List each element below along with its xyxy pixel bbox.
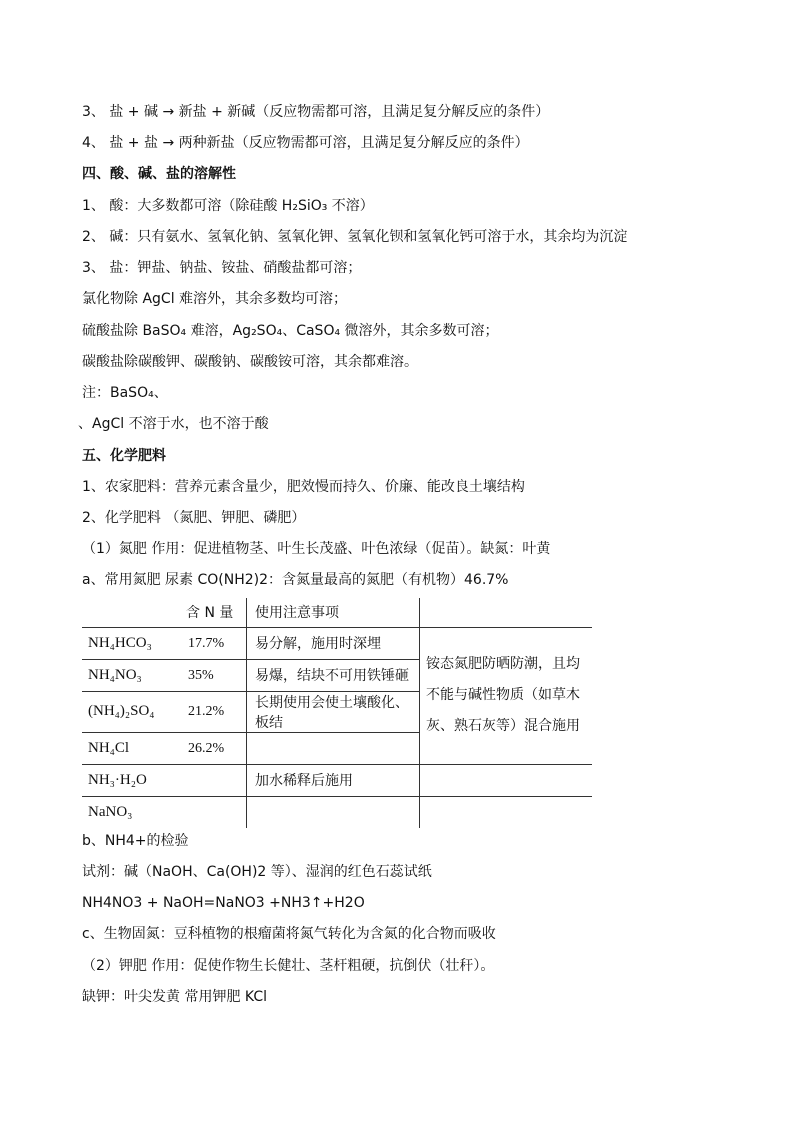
- merged-note: 铵态氮肥防晒防潮，且均不能与碱性物质（如草木灰、熟石灰等）混合施用: [420, 627, 593, 764]
- usage-note: [247, 796, 420, 828]
- usage-note: 长期使用会使土壤酸化、板结: [247, 691, 420, 732]
- text-line: b、NH4+的检验: [82, 833, 189, 849]
- nitrogen-fertilizer-table: [82, 598, 592, 828]
- text-line: （2）钾肥 作用：促使作物生长健壮、茎杆粗硬，抗倒伏（壮秆）。: [82, 958, 495, 974]
- text-line: 3、 盐 + 碱 → 新盐 + 新碱（反应物需都可溶，且满足复分解反应的条件）: [82, 104, 550, 120]
- n-content: 17.7%: [188, 635, 225, 651]
- text-line: 硫酸盐除 BaSO₄ 难溶，Ag₂SO₄、CaSO₄ 微溶外，其余多数可溶；: [82, 323, 499, 339]
- usage-note: 易分解，施用时深埋: [247, 627, 420, 659]
- text-line: 2、化学肥料 （氮肥、钾肥、磷肥）: [82, 510, 306, 526]
- fertilizer-name: NH₄Cl: [88, 739, 130, 756]
- usage-note: 加水稀释后施用: [247, 764, 420, 796]
- table-header-row: [82, 598, 592, 627]
- text-line: （1）氮肥 作用：促进植物茎、叶生长茂盛、叶色浓绿（促苗）。缺氮：叶黄: [82, 541, 551, 557]
- fertilizer-name: NaNO₃: [88, 803, 133, 820]
- text-line: c、生物固氮：豆科植物的根瘤菌将氮气转化为含氮的化合物而吸收: [82, 926, 496, 942]
- text-line: 、AgCl 不溶于水，也不溶于酸: [78, 416, 269, 432]
- fertilizer-name: NH₃·H₂O: [88, 771, 147, 788]
- usage-note: 易爆，结块不可用铁锤砸: [247, 659, 420, 691]
- text-line: 3、 盐：钾盐、钠盐、铵盐、硝酸盐都可溶；: [82, 260, 362, 276]
- fertilizer-name: NH₄HCO₃: [88, 634, 152, 651]
- section-heading: 四、酸、碱、盐的溶解性: [82, 166, 236, 182]
- section-heading: 五、化学肥料: [82, 448, 166, 464]
- text-line: 1、农家肥料：营养元素含量少，肥效慢而持久、价廉、能改良土壤结构: [82, 479, 525, 495]
- fertilizer-name: (NH₄)₂SO₄: [88, 703, 155, 719]
- n-content: 26.2%: [188, 740, 225, 756]
- text-line: 氯化物除 AgCl 难溶外，其余多数均可溶；: [82, 291, 348, 307]
- text-line: 注：BaSO₄、: [82, 385, 168, 401]
- n-content: 21.2%: [188, 704, 225, 719]
- fertilizer-name: NH₄NO₃: [88, 666, 142, 683]
- text-line: 2、 碱：只有氨水、氢氧化钠、氢氧化钾、氢氧化钡和氢氧化钙可溶于水，其余均为沉淀: [82, 229, 628, 245]
- table-row: [82, 627, 592, 659]
- text-line: a、常用氮肥 尿素 CO(NH2)2：含氮量最高的氮肥（有机物）46.7%: [82, 572, 509, 588]
- text-line: 试剂：碱（NaOH、Ca(OH)2 等）、湿润的红色石蕊试纸: [82, 864, 432, 880]
- text-line: 缺钾：叶尖发黄 常用钾肥 KCl: [82, 989, 267, 1005]
- n-content: 35%: [188, 667, 214, 683]
- text-line: NH4NO3 + NaOH=NaNO3 +NH3↑+H2O: [82, 895, 365, 911]
- table-row: [82, 764, 592, 796]
- header-n-content: 含 N 量: [186, 605, 234, 622]
- text-line: 4、 盐 + 盐 → 两种新盐（反应物需都可溶，且满足复分解反应的条件）: [82, 135, 529, 151]
- text-line: 1、 酸：大多数都可溶（除硅酸 H₂SiO₃ 不溶）: [82, 198, 374, 214]
- text-line: 碳酸盐除碳酸钾、碳酸钠、碳酸铵可溶，其余都难溶。: [82, 354, 418, 370]
- header-notes: 使用注意事项: [247, 598, 420, 627]
- usage-note: [247, 732, 420, 764]
- table-row: [82, 796, 592, 828]
